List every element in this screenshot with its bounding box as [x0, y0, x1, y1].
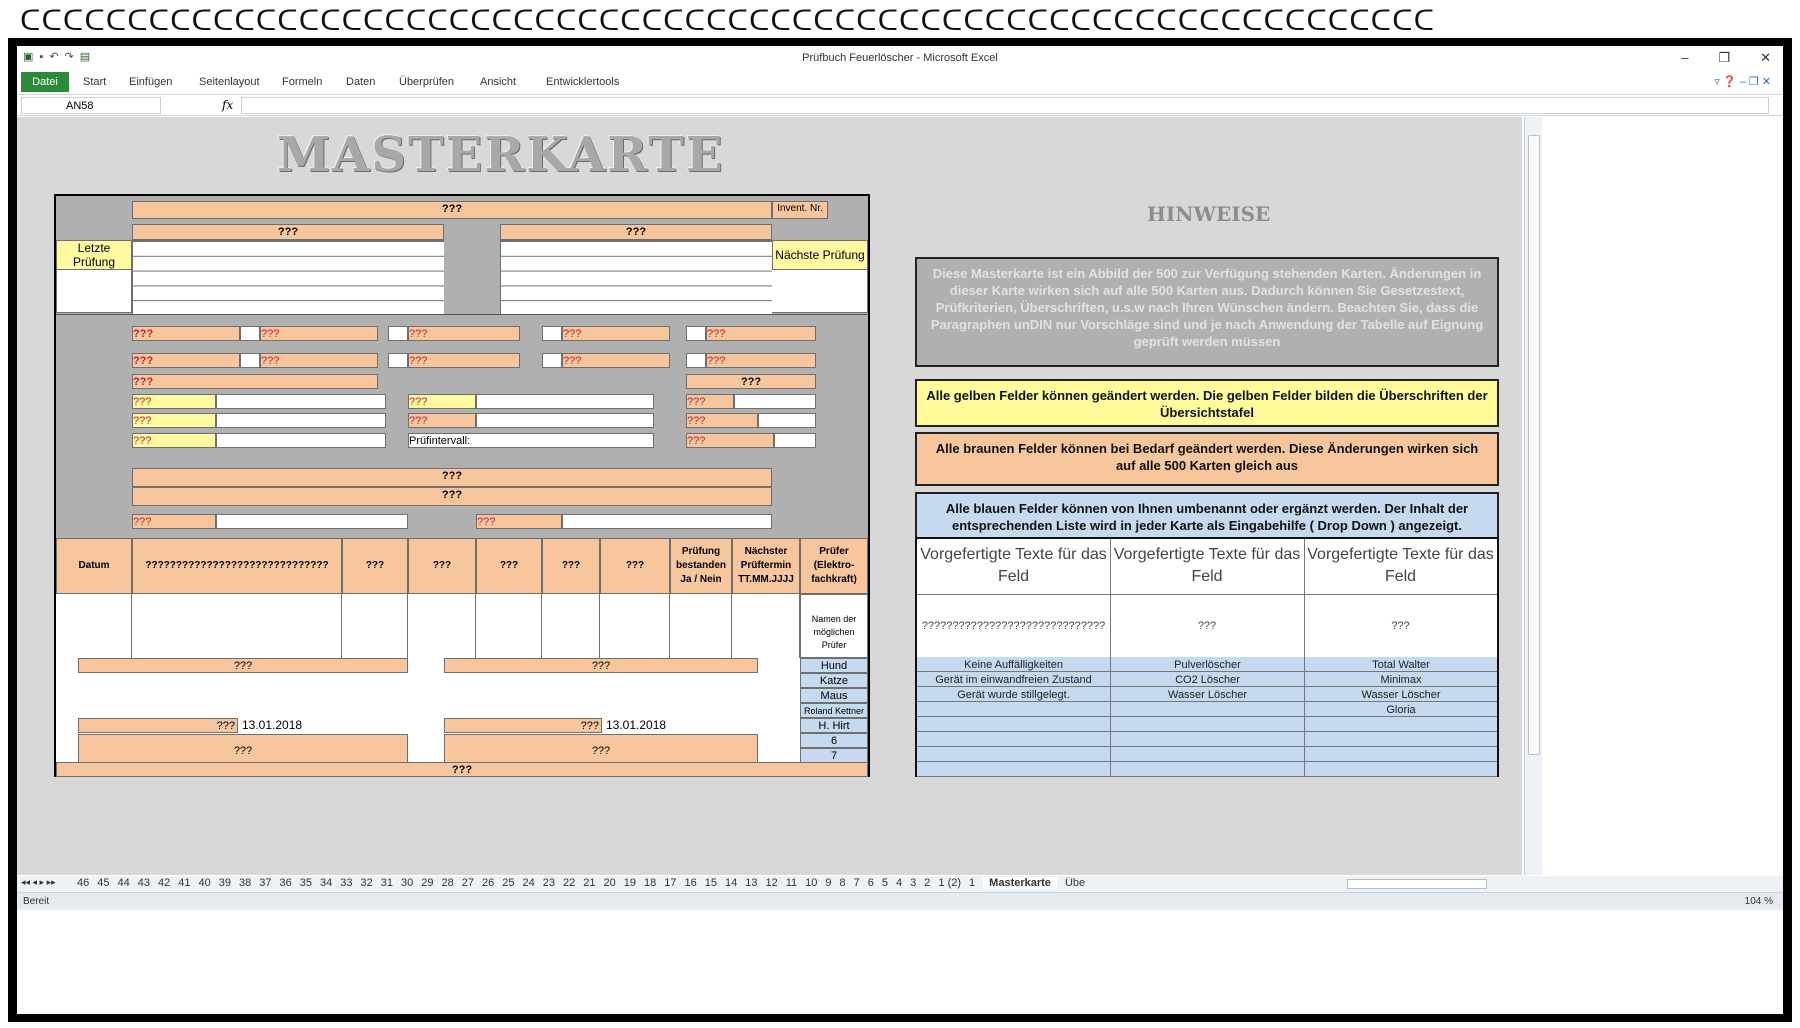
close-icon[interactable]: ✕ [1760, 50, 1771, 65]
tab-start[interactable]: Start [83, 76, 107, 88]
pruefintervall-label[interactable]: Prüfintervall: [408, 433, 654, 448]
sheet-tab[interactable]: 25 [502, 877, 515, 889]
hinweise-title: HINWEISE [1147, 202, 1271, 226]
list-item[interactable]: Gloria [1386, 704, 1416, 716]
sheet-tab[interactable]: 2 [924, 877, 931, 889]
field[interactable]: ??? [686, 413, 758, 428]
table-header: ??? [342, 538, 408, 594]
formula-bar [17, 94, 1783, 116]
table-header: ?????????????????????????????? [132, 538, 342, 594]
sheet-tab[interactable]: 24 [522, 877, 535, 889]
table-body-row[interactable] [56, 594, 868, 658]
restore-icon[interactable]: ❐ [1718, 50, 1731, 65]
field[interactable] [686, 353, 706, 368]
note-yellow: Alle gelben Felder können geändert werden. Die gelben Felder bilden die Überschriften der Übersichtstafel [915, 379, 1499, 427]
tab-seitenlayout[interactable]: Seitenlayout [199, 76, 260, 88]
field[interactable]: ??? [132, 353, 240, 368]
field[interactable]: ??? [408, 353, 520, 368]
sheet-tab[interactable]: 14 [725, 877, 738, 889]
note-blue: Alle blauen Felder können von Ihnen umbenannt oder ergänzt werden. Der Inhalt der entsprechenden Liste wird in jeder Karte als Eingabehilfe ( Drop Down ) angezeigt. [915, 492, 1499, 544]
status-ready: Bereit [23, 896, 50, 907]
tab-file[interactable]: Datei [21, 72, 69, 92]
sheet-tab[interactable]: 45 [97, 877, 110, 889]
scroll-thumb[interactable] [1528, 135, 1540, 755]
sheet-tab[interactable]: 31 [380, 877, 393, 889]
field[interactable]: ??? [132, 374, 378, 389]
sheet-tab[interactable]: 27 [461, 877, 474, 889]
field[interactable]: ??? [132, 326, 240, 341]
input-field[interactable] [758, 413, 816, 428]
field[interactable]: ??? [476, 514, 562, 529]
table-header: Prüfung bestanden Ja / Nein [670, 538, 732, 594]
list-item[interactable]: Pulverlöscher [1174, 659, 1241, 671]
yellow-field[interactable]: ??? [408, 394, 476, 409]
ribbon-tabs [17, 72, 1783, 92]
field[interactable] [388, 326, 408, 341]
sheet-tab[interactable]: 22 [563, 877, 576, 889]
sheet-tab[interactable]: 10 [805, 877, 818, 889]
date-field[interactable]: 13.01.2018 [238, 718, 408, 733]
excel-window [17, 46, 1783, 1014]
white-zone [56, 268, 132, 313]
sheet-tab[interactable]: 8 [839, 877, 846, 889]
table-header: Datum [56, 538, 132, 594]
name-box[interactable]: AN58 [21, 97, 161, 114]
table-header: ??? [476, 538, 542, 594]
list-item[interactable]: Gerät wurde stillgelegt. [957, 689, 1070, 701]
right-header-field[interactable]: ??? [500, 224, 772, 240]
sheet-tab[interactable]: 33 [340, 877, 353, 889]
sheet-tab[interactable]: 20 [603, 877, 616, 889]
field[interactable]: ??? [260, 326, 378, 341]
wide-field[interactable]: ??? [132, 487, 772, 506]
wide-field[interactable]: ??? [132, 468, 772, 487]
list-item[interactable]: Minimax [1380, 674, 1422, 686]
sheet-tab[interactable]: 37 [259, 877, 272, 889]
texts-header: Vorgefertigte Texte für das Feld [1307, 546, 1494, 585]
texts-subheader: ??? [1391, 620, 1410, 632]
input-field[interactable] [216, 514, 408, 529]
pruefer-item[interactable]: Katze [800, 673, 868, 688]
sheet-tab[interactable]: 38 [239, 877, 252, 889]
excel-icon[interactable]: ▣ [23, 51, 34, 63]
letzte-pruefung-label[interactable]: Letzte Prüfung [56, 240, 132, 270]
black-frame [8, 38, 1792, 1022]
tab-ueberpruefen[interactable]: Überprüfen [399, 76, 455, 88]
title-bar [17, 46, 1783, 70]
field[interactable]: ??? [706, 353, 816, 368]
redo-icon[interactable]: ↷ [64, 51, 74, 63]
minimize-icon[interactable]: – [1681, 50, 1689, 65]
sheet-tab[interactable]: 39 [218, 877, 231, 889]
footer-field[interactable]: ??? [56, 762, 868, 777]
sheet-tab[interactable]: 16 [684, 877, 697, 889]
input-field[interactable] [476, 394, 654, 409]
note-orange: Alle braunen Felder können bei Bedarf geändert werden. Diese Änderungen wirken sich auf alle 500 Karten gleich aus [915, 432, 1499, 486]
sheet-tab[interactable]: 28 [441, 877, 454, 889]
yellow-field[interactable]: ??? [132, 394, 216, 409]
naechste-pruefung-label[interactable]: Nächste Prüfung [772, 240, 868, 270]
field[interactable]: ??? [686, 374, 816, 389]
texts-table [915, 537, 1499, 777]
sheet-tab[interactable]: 30 [401, 877, 414, 889]
list-item[interactable]: Wasser Löscher [1361, 689, 1441, 701]
tab-formeln[interactable]: Formeln [282, 76, 323, 88]
field[interactable]: ??? [260, 353, 378, 368]
field[interactable]: ??? [78, 734, 408, 768]
zoom-level[interactable]: 104 % [1744, 896, 1773, 907]
spiral-binding: ᑕᑕᑕᑕᑕᑕᑕᑕᑕᑕᑕᑕᑕᑕᑕᑕᑕᑕᑕᑕᑕᑕᑕᑕᑕᑕᑕᑕᑕᑕᑕᑕᑕᑕᑕᑕᑕᑕᑕᑕᑕᑕᑕᑕᑕᑕᑕᑕᑕᑕᑕᑕᑕᑕᑕᑕᑕᑕᑕᑕᑕᑕᑕᑕᑕᑕ [20, 5, 1436, 36]
status-bar [17, 892, 1783, 910]
field[interactable]: ??? [132, 514, 216, 529]
field[interactable] [388, 353, 408, 368]
window-controls [1651, 50, 1771, 66]
sheet-tab[interactable]: 40 [198, 877, 211, 889]
sheet-tab[interactable]: 6 [867, 877, 874, 889]
divider [917, 594, 1497, 595]
list-item[interactable]: Gerät im einwandfreien Zustand [935, 674, 1092, 686]
sheet-tab[interactable]: 43 [137, 877, 150, 889]
table-header: ??? [408, 538, 476, 594]
field[interactable]: ??? [686, 394, 734, 409]
texts-header: Vorgefertigte Texte für das Feld [920, 546, 1107, 585]
field[interactable]: ??? [444, 718, 602, 733]
sheet-tab[interactable]: 26 [482, 877, 495, 889]
invent-label[interactable]: Invent. Nr. [772, 201, 828, 219]
input-field[interactable] [734, 394, 816, 409]
pruefer-item[interactable]: Maus [800, 688, 868, 703]
table-header: Nächster Prüftermin TT.MM.JJJJ [732, 538, 800, 594]
field[interactable]: ??? [444, 734, 758, 768]
page-title: MASTERKARTE [277, 127, 725, 183]
input-field[interactable] [562, 514, 772, 529]
sheet-tab[interactable]: 12 [765, 877, 778, 889]
field[interactable] [542, 353, 562, 368]
sheet-tab[interactable]: 17 [664, 877, 677, 889]
field[interactable]: ??? [686, 433, 774, 448]
sheet-tab[interactable]: 4 [896, 877, 903, 889]
sheet-tab[interactable]: 29 [421, 877, 434, 889]
tab-einfuegen[interactable]: Einfügen [129, 76, 173, 88]
input-field[interactable] [216, 413, 386, 428]
header-field[interactable]: ??? [132, 201, 772, 219]
table-header: ??? [542, 538, 600, 594]
sheet-tab-list [77, 877, 1337, 889]
formula-input[interactable] [241, 97, 1769, 114]
sheet-nav-arrows[interactable]: ◂◂ ◂ ▸ ▸▸ [21, 877, 56, 887]
sheet-tab[interactable]: 5 [881, 877, 889, 889]
sheet-tab[interactable]: 11 [785, 877, 798, 889]
note-gray: Diese Masterkarte ist ein Abbild der 500 zur Verfügung stehenden Karten. Änderungen in dieser Karte wirken sich auf alle 500 Karten aus. Dadurch können Sie Gesetzestext, Prüfkriterien, Überschriften, u.s.w nach Ihren Wünschen ändern. Beachten Sie, dass die Paragraphen unDIN nur Vorschläge sind und je nach Anwendung der Tabelle auf Eignung geprüft werden müssen [915, 257, 1499, 367]
date-field[interactable]: 13.01.2018 [602, 718, 758, 733]
sheet-tab[interactable]: 23 [542, 877, 555, 889]
pruefer-item[interactable]: Roland Kettner [800, 703, 868, 718]
texts-subheader: ??? [1197, 620, 1217, 632]
yellow-field[interactable]: ??? [132, 433, 216, 448]
sheet-tab[interactable]: 1 [969, 877, 976, 889]
naechste-pruefung-grid[interactable] [500, 240, 772, 314]
input-field[interactable] [476, 413, 654, 428]
letzte-pruefung-grid[interactable] [132, 240, 444, 314]
namen-label: Namen der möglichen Prüfer [800, 594, 868, 658]
pruefer-item[interactable]: H. Hirt [800, 718, 868, 733]
table-header: ??? [600, 538, 670, 594]
field[interactable]: ??? [78, 718, 238, 733]
undo-icon[interactable]: ↶ [49, 51, 59, 63]
table-header: Prüfer (Elektro-fachkraft) [800, 538, 868, 594]
tab-ansicht[interactable]: Ansicht [480, 76, 517, 88]
field[interactable] [240, 326, 260, 341]
pruefer-item[interactable]: 6 [800, 733, 868, 748]
sheet-tab[interactable]: 36 [279, 877, 292, 889]
field[interactable]: ??? [408, 326, 520, 341]
field[interactable]: ??? [562, 326, 670, 341]
sheet-tab[interactable]: 19 [623, 877, 636, 889]
divider [56, 314, 868, 315]
horizontal-scrollbar[interactable] [1347, 879, 1487, 889]
sheet-tab[interactable]: 15 [704, 877, 717, 889]
sheet-tab[interactable]: Masterkarte [983, 877, 1057, 889]
input-field[interactable] [216, 394, 386, 409]
sheet-tab[interactable]: 44 [117, 877, 130, 889]
sheet-tab[interactable]: 32 [360, 877, 373, 889]
master-card [54, 194, 870, 777]
save-icon[interactable]: ▪ [39, 51, 44, 63]
field[interactable]: ??? [706, 326, 816, 341]
field[interactable]: ??? [444, 658, 758, 673]
input-field[interactable] [216, 433, 386, 448]
field[interactable] [686, 326, 706, 341]
field[interactable] [542, 326, 562, 341]
list-item[interactable]: Keine Auffälligkeiten [964, 659, 1063, 671]
sheet-tab[interactable]: 21 [583, 877, 596, 889]
sheet-tab[interactable]: 42 [158, 877, 171, 889]
field[interactable] [240, 353, 260, 368]
left-header-field[interactable]: ??? [132, 224, 444, 240]
texts-header: Vorgefertigte Texte für das Feld [1113, 546, 1301, 585]
input-field[interactable] [774, 433, 816, 448]
print-icon[interactable]: ▤ [79, 51, 91, 63]
list-item[interactable]: Wasser Löscher [1167, 689, 1248, 701]
sheet-tab[interactable]: 1 (2) [938, 877, 962, 889]
help-icon[interactable]: ▿ ❓ – ❐ ✕ [1714, 76, 1771, 88]
list-item[interactable]: Total Walter [1372, 659, 1430, 671]
tab-daten[interactable]: Daten [346, 76, 376, 88]
vertical-scrollbar[interactable] [1524, 117, 1542, 875]
yellow-field[interactable]: ??? [132, 413, 216, 428]
pruefer-item[interactable]: Hund [800, 658, 868, 673]
window-title: Prüfbuch Feuerlöscher - Microsoft Excel [802, 52, 998, 64]
sheet-tabs-bar [17, 876, 1783, 892]
field[interactable]: ??? [562, 353, 670, 368]
pruefer-item[interactable]: 7 [800, 748, 868, 763]
texts-subheader: ?????????????????????????????? [921, 620, 1106, 632]
sheet-tab[interactable]: 35 [299, 877, 312, 889]
sheet-tab[interactable]: 46 [77, 877, 90, 889]
sheet-tab[interactable]: 9 [825, 877, 832, 889]
field[interactable]: ??? [78, 658, 408, 673]
sheet-tab[interactable]: 18 [644, 877, 657, 889]
sheet-tab[interactable]: 3 [910, 877, 917, 889]
worksheet[interactable] [17, 117, 1522, 875]
list-item[interactable]: CO2 Löscher [1175, 674, 1240, 686]
tab-entwicklertools[interactable]: Entwicklertools [546, 76, 620, 88]
sheet-tab[interactable]: 41 [178, 877, 191, 889]
field[interactable]: ??? [408, 413, 476, 428]
sheet-tab[interactable]: 7 [853, 877, 860, 889]
white-zone [770, 268, 868, 313]
sheet-tab[interactable]: 34 [320, 877, 333, 889]
function-icon[interactable]: fx [222, 98, 234, 112]
sheet-tab[interactable]: Übe [1064, 877, 1086, 889]
sheet-tab[interactable]: 13 [745, 877, 758, 889]
